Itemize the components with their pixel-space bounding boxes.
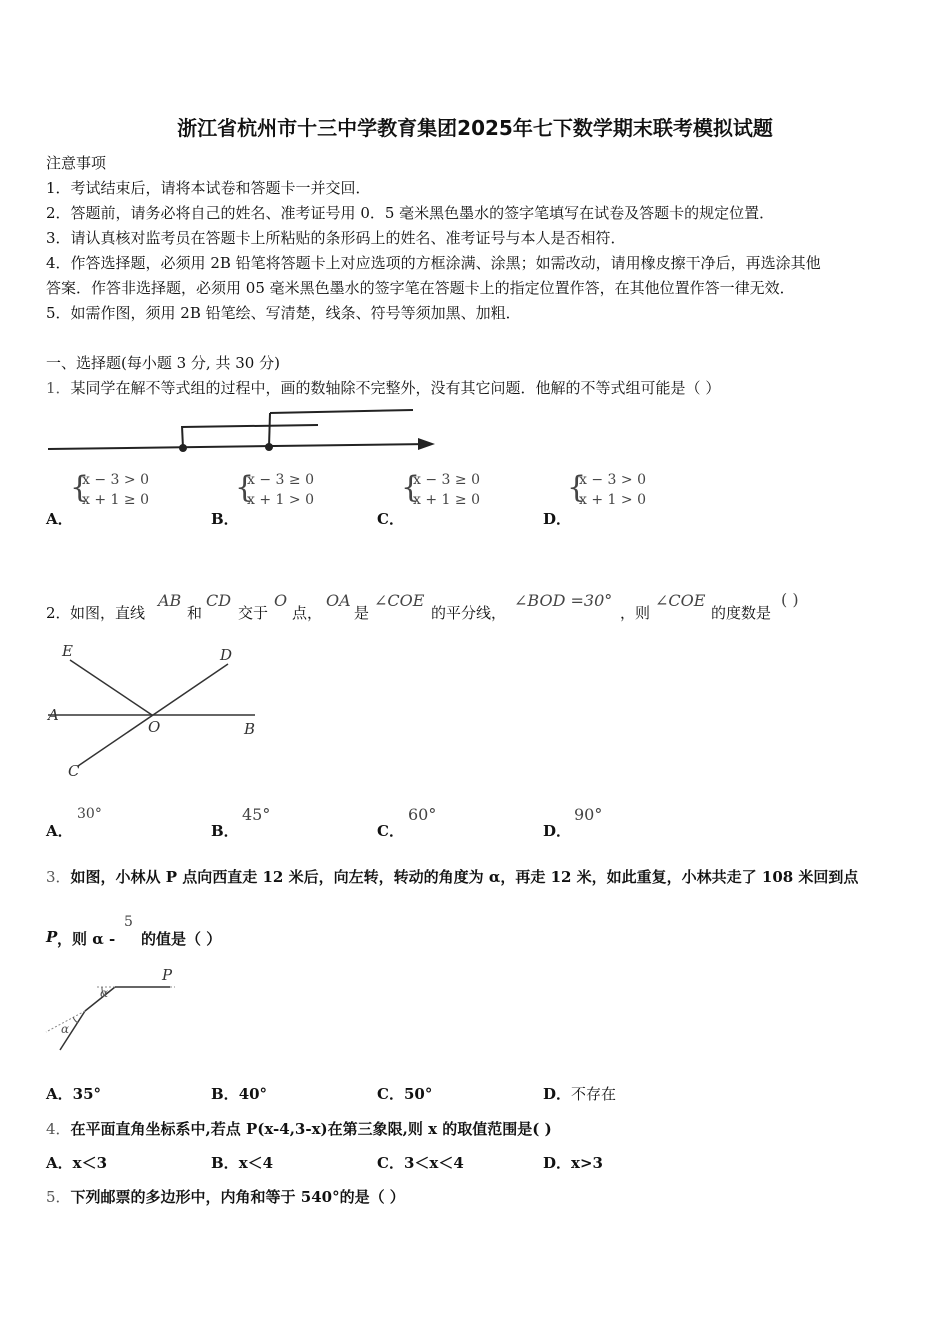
section-heading: 一、选择题(每小题 3 分, 共 30 分) (46, 354, 280, 372)
option-d[interactable] (543, 1083, 616, 1104)
question-text: 点， (292, 604, 323, 622)
option-d-value: 90° (574, 805, 603, 824)
option-b-value: 45° (242, 805, 271, 824)
option-letter: B． (211, 1085, 239, 1103)
option-letter: D． (543, 1154, 572, 1172)
notice-heading: 注意事项 (46, 154, 107, 172)
option-c[interactable]: C． (377, 510, 404, 528)
option-d[interactable]: D． (543, 822, 572, 840)
option-value: 40° (238, 1085, 268, 1103)
option-letter: A． (46, 1085, 73, 1103)
option-b[interactable]: B． (211, 510, 239, 528)
question-1 (46, 377, 720, 398)
label-c: C (68, 762, 80, 780)
option-a[interactable]: A． (46, 822, 73, 840)
label-a: A (48, 706, 59, 724)
option-value: 3＜x＜4 (403, 1154, 464, 1172)
question-5 (46, 1186, 405, 1207)
label-b: B (244, 720, 256, 738)
option-b[interactable] (211, 1083, 267, 1104)
option-value: 50° (403, 1085, 433, 1103)
question-text: 某同学在解不等式组的过程中，画的数轴除不完整外，没有其它问题．他解的不等式组可能是（ ） (70, 379, 721, 397)
option-c[interactable] (377, 1152, 464, 1173)
option-value: x＜4 (238, 1154, 274, 1172)
option-a[interactable] (46, 1083, 101, 1104)
question-number: 4． (46, 1120, 71, 1138)
label-alpha: α (100, 986, 109, 1000)
intersecting-lines-figure (40, 640, 280, 785)
point-p: P (46, 928, 58, 946)
question-text: 如图，直线 (70, 604, 146, 622)
notice-item: 2．答题前，请务必将自己的姓名、准考证号用 0．5 毫米黑色墨水的签字笔填写在试卷及答题卡的规定位置． (46, 204, 775, 222)
question-text: 下列邮票的多边形中，内角和等于 540°的是（ ） (70, 1188, 405, 1206)
option-a[interactable]: A． (46, 510, 73, 528)
option-value: x＜3 (72, 1154, 108, 1172)
question-text: 和 (187, 604, 203, 622)
option-c[interactable]: C． (377, 822, 404, 840)
question-3 (46, 866, 858, 887)
question-text: ，则 (620, 604, 651, 622)
math-oa: OA (326, 591, 351, 610)
label-o: O (148, 718, 161, 736)
answer-paren: ( ) (781, 590, 799, 609)
option-letter: D． (543, 1085, 572, 1103)
option-value: x>3 (571, 1154, 603, 1172)
question-text: 的值是（ ） (141, 930, 222, 948)
notice-item: 4．作答选择题，必须用 2B 铅笔将答题卡上对应选项的方框涂满、涂黑；如需改动，请用橡皮擦干净后，再选涂其他 (46, 254, 821, 272)
math-angle-coe: ∠COE (374, 591, 425, 610)
math-angle-bod: ∠BOD =30° (514, 591, 613, 610)
option-a-value: 30° (77, 806, 102, 822)
question-number: 1． (46, 379, 71, 397)
option-c-value: 60° (408, 805, 437, 824)
label-e: E (62, 642, 73, 660)
notice-item: 3．请认真核对监考员在答题卡上所粘贴的条形码上的姓名、准考证号与本人是否相符． (46, 229, 626, 247)
superscript-5: 5 (124, 914, 133, 930)
option-letter: C． (377, 1154, 404, 1172)
question-number: 5． (46, 1188, 71, 1206)
math-o: O (274, 591, 288, 610)
option-letter: C． (377, 1085, 404, 1103)
question-text: 如图，小林从 P 点向西直走 12 米后，向左转，转动的角度为 α，再走 12 米，如此重复，小林共走了 108 米回到点 (70, 868, 859, 886)
option-value: 不存在 (571, 1085, 617, 1103)
option-d[interactable] (543, 1152, 603, 1173)
option-b[interactable]: B． (211, 822, 239, 840)
question-text: 在平面直角坐标系中,若点 P(x-4,3-x)在第三象限,则 x 的取值范围是( ) (70, 1120, 552, 1138)
math-cd: CD (206, 591, 232, 610)
option-b[interactable] (211, 1152, 273, 1173)
notice-item: 5．如需作图，须用 2B 铅笔绘、写清楚，线条、符号等须加黑、加粗． (46, 304, 521, 322)
option-d[interactable]: D． (543, 510, 572, 528)
label-p: P (162, 966, 173, 984)
walking-path-figure (40, 962, 190, 1057)
number-line-figure (40, 400, 450, 460)
question-text: 交于 (238, 604, 269, 622)
option-c[interactable] (377, 1083, 432, 1104)
question-number: 3． (46, 868, 71, 886)
option-letter: B． (211, 1154, 239, 1172)
question-text: 的度数是 (711, 604, 772, 622)
question-2-number: 2． (46, 604, 71, 622)
option-letter: A． (46, 1154, 73, 1172)
option-value: 35° (72, 1085, 102, 1103)
math-ab: AB (158, 591, 182, 610)
label-alpha: α (61, 1022, 70, 1036)
question-text: 是 (354, 604, 370, 622)
notice-item: 1．考试结束后，请将本试卷和答题卡一并交回． (46, 179, 371, 197)
question-4 (46, 1118, 552, 1139)
question-text: ，则 α - (57, 930, 116, 948)
question-text: 的平分线， (431, 604, 507, 622)
option-a[interactable] (46, 1152, 107, 1173)
page-title: 浙江省杭州市十三中学教育集团2025年七下数学期末联考模拟试题 (177, 116, 773, 140)
math-angle-coe: ∠COE (655, 591, 706, 610)
label-d: D (220, 646, 233, 664)
notice-item: 答案．作答非选择题，必须用 05 毫米黑色墨水的签字笔在答题卡上的指定位置作答，在其他位置作答一律无效． (46, 279, 795, 297)
